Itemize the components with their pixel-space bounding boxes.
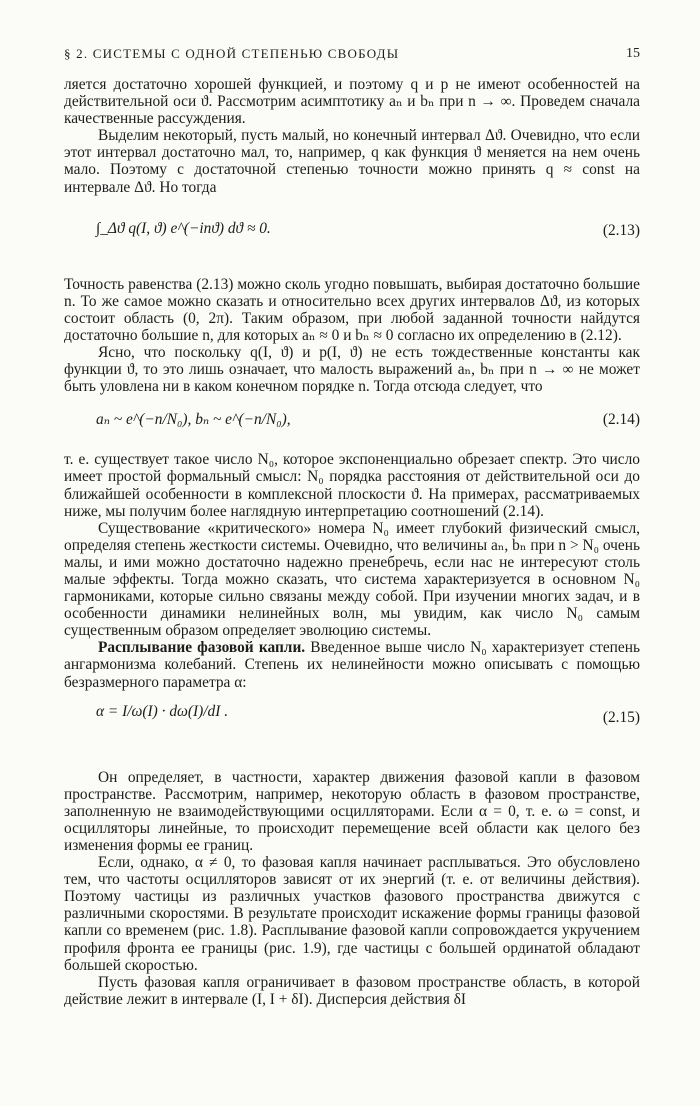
section-heading: Расплывание фазовой капли.	[98, 639, 306, 657]
paragraph: т. е. существует такое число N₀, которое экспоненциально обрезает спектр. Это число имеет простой формальный смысл: N₀ порядка расстояния от действительной оси до ближайшей особенности в комплексной плоскости ϑ. На примерах, рассматриваемых ниже, мы получим более наглядную интерпретацию соотношений (2.14).	[64, 451, 640, 520]
equation-body: aₙ ~ e^(−n/N₀), bₙ ~ e^(−n/N₀),	[96, 411, 291, 429]
running-header	[64, 46, 640, 62]
paragraph: Если, однако, α ≠ 0, то фазовая капля начинает расплываться. Это обусловлено тем, что частоты осцилляторов зависят от их энергий (т. е. от величины действия). Поэтому частицы из различных участков фазового пространства движутся с различными скоростями. В результате происходит искажение формы границы фазовой капли со временем (рис. 1.8). Расплывание фазовой капли сопровождается укручением профиля фронта ее границы (рис. 1.9), где частицы с большей ординатой обладают большей скоростью.	[64, 854, 640, 974]
paragraph: Выделим некоторый, пусть малый, но конечный интервал Δϑ. Очевидно, что если этот интервал достаточно мал, то, например, q как функция ϑ меняется на нем очень мало. Поэтому с достаточной степенью точности можно принять q ≈ const на интервале Δϑ. Но тогда	[64, 127, 640, 196]
paragraph: Пусть фазовая капля ограничивает в фазовом пространстве область, в которой действие лежит в интервале (I, I + δI). Дисперсия действия δI	[64, 973, 640, 1008]
paragraph: ляется достаточно хорошей функцией, и поэтому q и p не имеют особенностей на действительной оси ϑ. Рассмотрим асимптотику aₙ и bₙ при n → ∞. Проведем сначала качественные рассуждения.	[64, 76, 640, 128]
equation-2-13	[64, 208, 640, 262]
paragraph	[64, 639, 640, 690]
equation-number: (2.14)	[602, 411, 640, 429]
equation-2-15	[64, 695, 640, 749]
equation-number: (2.15)	[602, 708, 640, 726]
paragraph: Он определяет, в частности, характер движения фазовой капли в фазовом пространстве. Рассмотрим, например, некоторую область в фазовом пространстве, заполненную не взаимодействующими осцилляторами. Если α = 0, т. е. ω = const, и осцилляторы линейные, то происходит перемещение всей области как целого без изменения формы ее границ.	[64, 768, 640, 854]
section-title: § 2. СИСТЕМЫ С ОДНОЙ СТЕПЕНЬЮ СВОБОДЫ	[64, 46, 400, 61]
paragraph: Существование «критического» номера N₀ имеет глубокий физический смысл, определяя степень жесткости системы. Очевидно, что величины aₙ, bₙ при n > N₀ очень малы, и ими можно достаточно надежно пренебречь, если нас не интересуют столь малые эффекты. Тогда можно сказать, что система характеризуется в основном N₀ гармониками, которые сильно связаны между собой. При изучении многих задач, и в особенности динамики нелинейных волн, мы увидим, как число N₀ самым существенным образом определяет эволюцию системы.	[64, 519, 640, 640]
equation-number: (2.13)	[602, 221, 640, 239]
equation-2-14	[64, 405, 640, 439]
paragraph: Ясно, что поскольку q(I, ϑ) и p(I, ϑ) не есть тождественные константы как функции ϑ, то это лишь означает, что малость выражений aₙ, bₙ при n → ∞ не может быть уловлена ни в каком конечном порядке n. Тогда отсюда следует, что	[64, 344, 640, 396]
paragraph: Точность равенства (2.13) можно сколь угодно повышать, выбирая достаточно большие n. То же самое можно сказать и относительно всех других интервалов Δϑ, из которых состоит область (0, 2π). Таким образом, при любой заданной точности найдутся достаточно большие n, для которых aₙ ≈ 0 и bₙ ≈ 0 согласно их определению в (2.12).	[64, 275, 640, 344]
equation-body: ∫_Δϑ q(I, ϑ) e^(−inϑ) dϑ ≈ 0.	[96, 219, 271, 237]
equation-body: α = I/ω(I) · dω(I)/dI .	[96, 702, 229, 720]
page-number: 15	[626, 46, 640, 61]
body-text	[64, 76, 640, 1008]
paragraph-text: Введенное выше число N₀ характеризует степень ангармонизма колебаний. Степень их нелинейности можно описывать с помощью безразмерного параметра α:	[64, 639, 640, 691]
